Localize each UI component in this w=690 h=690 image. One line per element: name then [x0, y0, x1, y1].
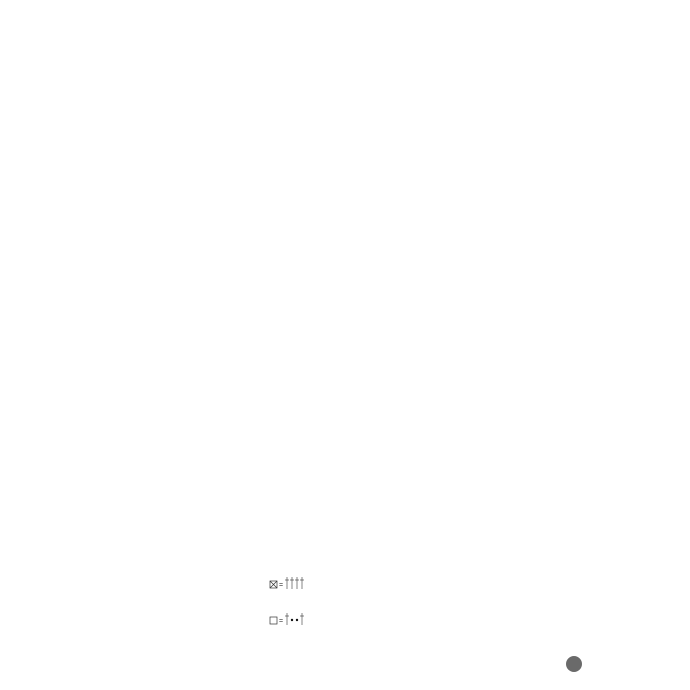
empty-box-icon: [270, 617, 277, 624]
wechat-icon: [566, 656, 582, 672]
schematic-diagram: [0, 0, 690, 190]
svg-text:=: =: [279, 582, 284, 589]
legend-equivalence-symbols: [262, 575, 322, 635]
svg-text:=: =: [279, 618, 284, 625]
main-pattern-chart: [0, 195, 690, 540]
edging-chart: [390, 575, 645, 655]
